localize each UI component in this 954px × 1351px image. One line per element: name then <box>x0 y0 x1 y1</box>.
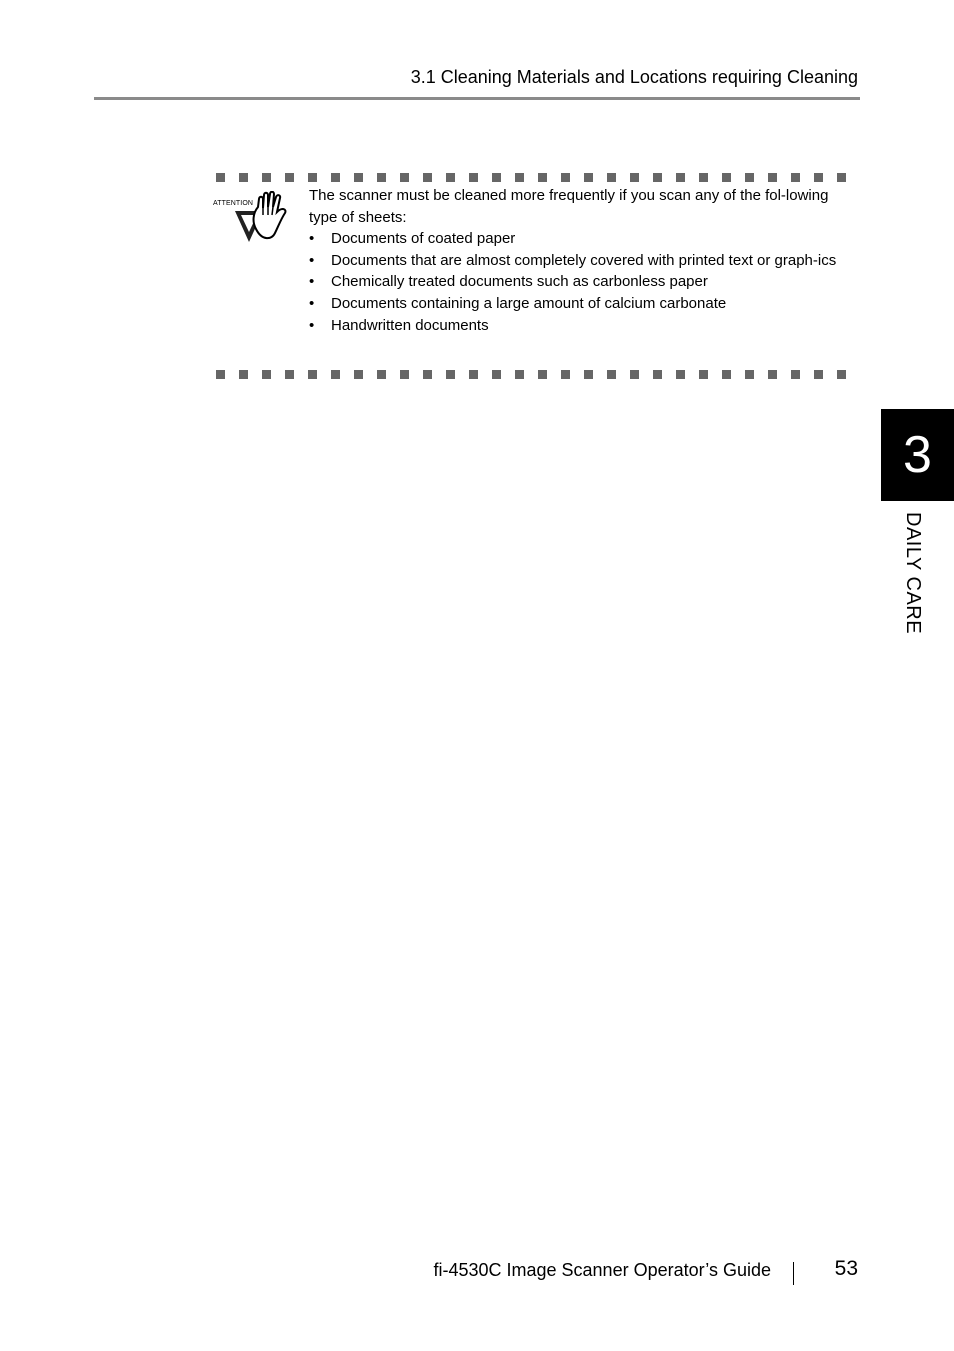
border-dash <box>354 370 363 379</box>
list-item <box>309 228 854 250</box>
bullet: • <box>309 273 315 291</box>
bullet: • <box>309 251 315 269</box>
border-dash <box>814 173 823 182</box>
border-dash <box>285 370 294 379</box>
border-dash <box>469 370 478 379</box>
chapter-name: DAILY CARE <box>902 512 924 635</box>
attention-icon-block <box>212 191 294 245</box>
border-dash <box>630 173 639 182</box>
bullet: • <box>309 294 315 312</box>
list-item-text: Documents containing a large amount of calcium carbonate <box>331 294 727 312</box>
border-dash <box>446 173 455 182</box>
border-dash <box>262 173 271 182</box>
border-dash <box>377 173 386 182</box>
border-dash <box>791 370 800 379</box>
border-dash <box>584 370 593 379</box>
list-item <box>309 315 854 337</box>
border-dash <box>446 370 455 379</box>
border-dash <box>837 370 846 379</box>
border-dash <box>676 173 685 182</box>
border-dash <box>239 370 248 379</box>
footer-guide-title: fi-4530C Image Scanner Operator’s Guide <box>433 1260 771 1280</box>
attention-intro: The scanner must be cleaned more frequently if you scan any of the fol-lowing type of sheets: <box>309 187 829 226</box>
border-dash <box>400 370 409 379</box>
border-dash <box>515 370 524 379</box>
border-dash <box>492 173 501 182</box>
border-dash <box>607 370 616 379</box>
list-item-text: Documents that are almost completely covered with printed text or graph-ics <box>331 251 837 269</box>
border-dash <box>653 173 662 182</box>
border-dash <box>653 370 662 379</box>
border-dash <box>630 370 639 379</box>
border-dash <box>354 173 363 182</box>
border-dash <box>216 370 225 379</box>
border-dash <box>814 370 823 379</box>
page-number: 53 <box>834 1257 858 1280</box>
border-dash <box>538 370 547 379</box>
border-dash <box>308 370 317 379</box>
border-dash <box>561 370 570 379</box>
border-dash <box>745 370 754 379</box>
border-dash <box>423 173 432 182</box>
list-item <box>309 293 854 315</box>
border-dash <box>308 173 317 182</box>
border-dash <box>400 173 409 182</box>
border-dash <box>791 173 800 182</box>
attention-label: ATTENTION <box>213 200 254 207</box>
header-rule <box>94 97 860 100</box>
border-dash <box>722 370 731 379</box>
border-dash <box>722 173 731 182</box>
border-dash <box>768 370 777 379</box>
border-dash <box>837 173 846 182</box>
footer-separator <box>793 1262 794 1285</box>
border-dash <box>515 173 524 182</box>
border-dash <box>538 173 547 182</box>
border-dash <box>699 370 708 379</box>
attention-note <box>309 185 854 336</box>
border-dash <box>285 173 294 182</box>
attention-list <box>309 228 854 336</box>
border-dash <box>584 173 593 182</box>
border-dash <box>377 370 386 379</box>
border-dash <box>768 173 777 182</box>
border-dash <box>331 173 340 182</box>
border-dash <box>745 173 754 182</box>
bullet: • <box>309 316 315 334</box>
list-item <box>309 250 854 272</box>
border-dash <box>699 173 708 182</box>
border-dash <box>216 173 225 182</box>
section-title: 3.1 Cleaning Materials and Locations requiring Cleaning <box>410 67 858 87</box>
attention-top-border <box>216 173 846 182</box>
border-dash <box>262 370 271 379</box>
border-dash <box>469 173 478 182</box>
list-item-text: Handwritten documents <box>331 316 489 334</box>
border-dash <box>423 370 432 379</box>
border-dash <box>331 370 340 379</box>
border-dash <box>492 370 501 379</box>
border-dash <box>239 173 248 182</box>
list-item <box>309 271 854 293</box>
list-item-text: Chemically treated documents such as carbonless paper <box>331 273 708 291</box>
border-dash <box>561 173 570 182</box>
chapter-number-tab: 3 <box>881 409 954 501</box>
bullet: • <box>309 230 315 248</box>
border-dash <box>607 173 616 182</box>
attention-bottom-border <box>216 370 846 379</box>
border-dash <box>676 370 685 379</box>
list-item-text: Documents of coated paper <box>331 230 516 248</box>
